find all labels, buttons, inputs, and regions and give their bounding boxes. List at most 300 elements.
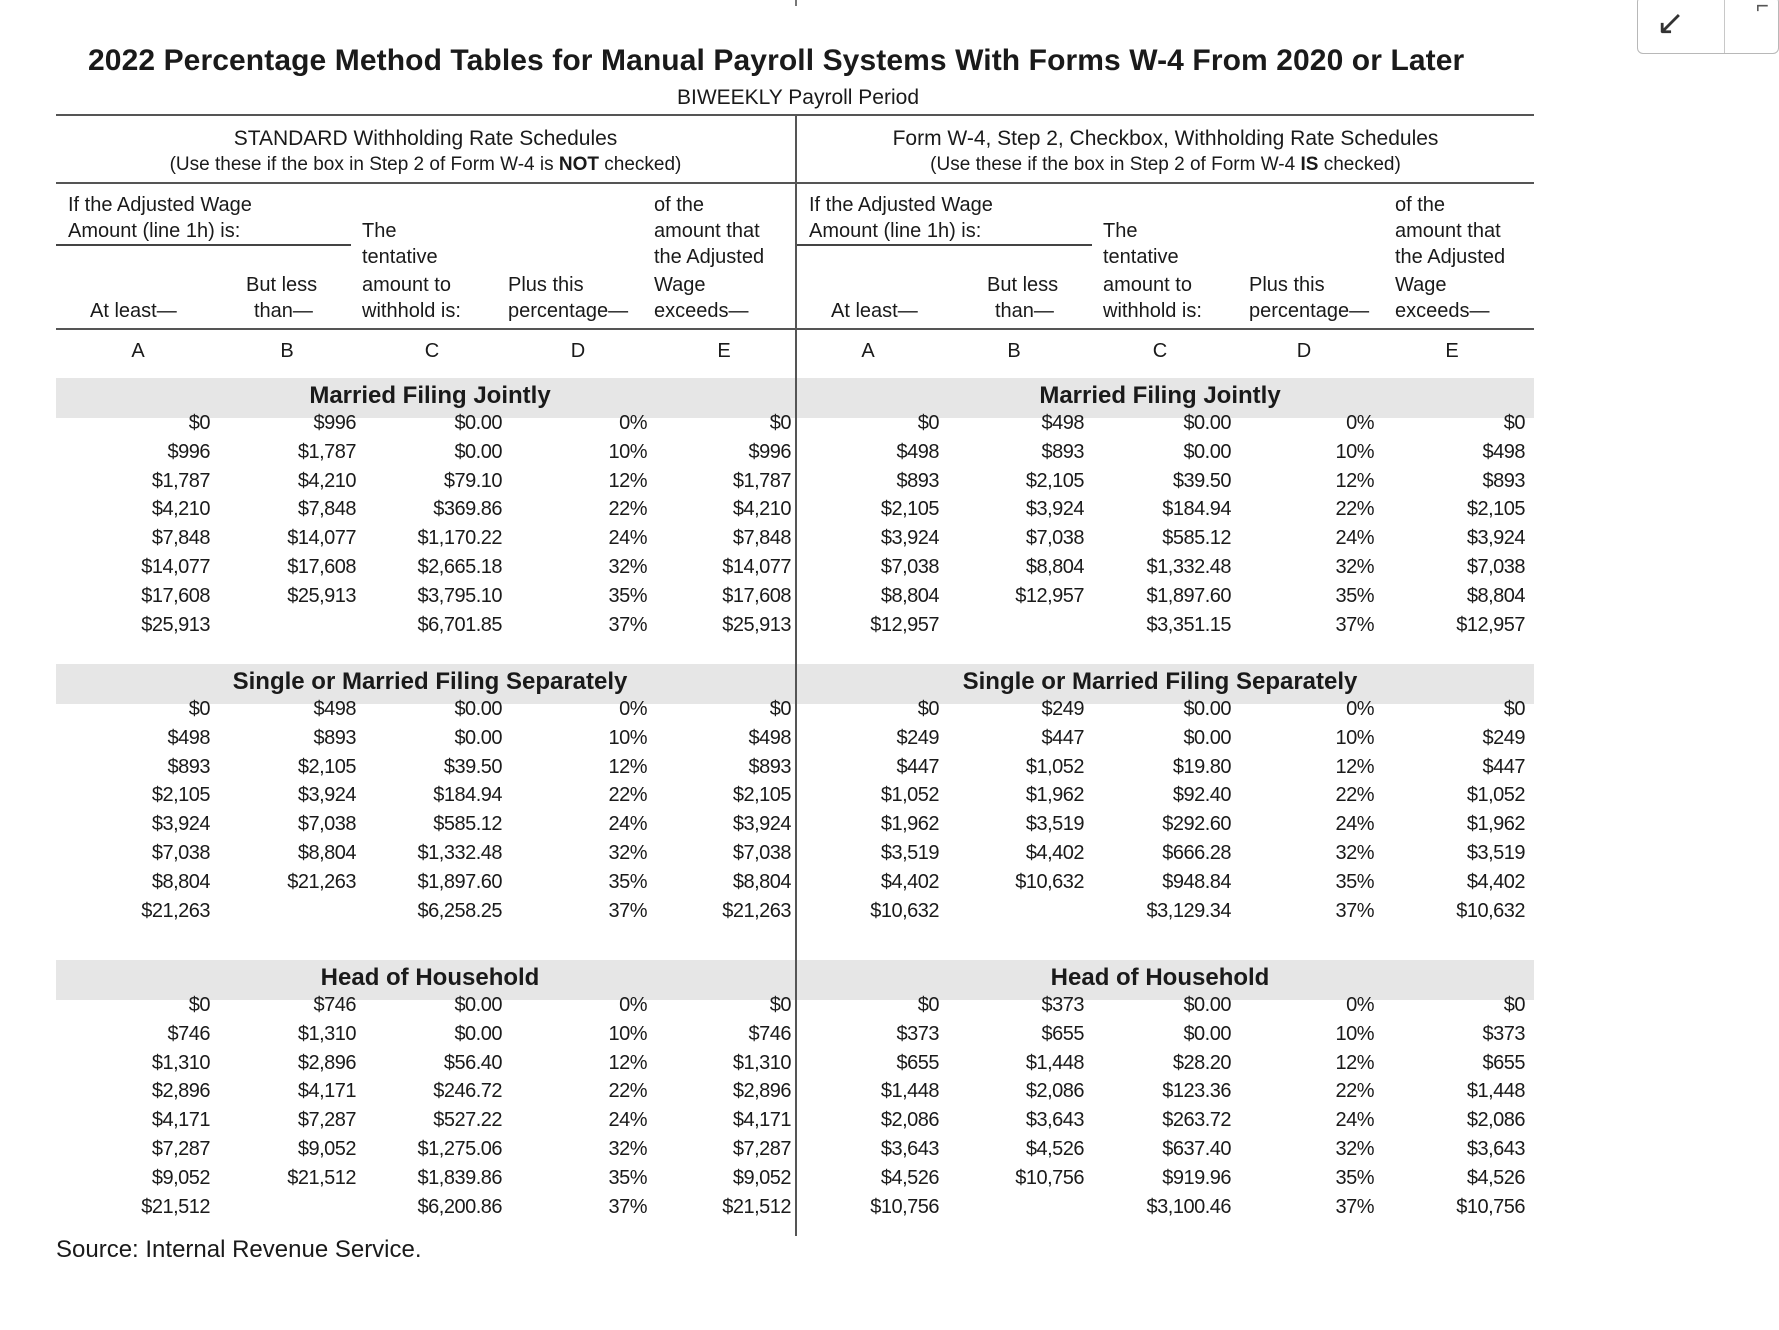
table-cell: $369.86 <box>433 498 502 521</box>
table-cell: $2,105 <box>732 784 791 807</box>
table-cell: 37% <box>1335 613 1374 636</box>
table-cell: $893 <box>167 755 210 778</box>
table-cell: $10,756 <box>1456 1195 1525 1218</box>
table-cell: $0 <box>917 412 939 434</box>
table-cell: $0.00 <box>454 726 502 749</box>
table-cell: $9,052 <box>151 1166 210 1189</box>
collapse-arrow-icon[interactable]: ↙ <box>1656 4 1685 42</box>
left-if-wage-line1: If the Adjusted Wage <box>68 194 252 216</box>
page-subtitle: BIWEEKLY Payroll Period <box>677 86 919 109</box>
table-cell: $2,105 <box>1466 498 1525 521</box>
table-cell: $4,171 <box>732 1109 791 1132</box>
table-cell: $14,077 <box>722 556 791 578</box>
table-cell: $4,402 <box>880 870 939 893</box>
right-but-less-line2: than— <box>995 300 1054 322</box>
table-cell: $0 <box>769 994 791 1016</box>
source-note: Source: Internal Revenue Service. <box>56 1236 422 1263</box>
left-tentative-line2: tentative <box>362 246 438 268</box>
left-tentative-line1: The <box>362 220 397 242</box>
table-cell: $184.94 <box>433 784 502 807</box>
table-cell: $21,512 <box>141 1195 210 1218</box>
table-cell: $0 <box>188 412 210 434</box>
table-cell: 0% <box>1346 412 1374 434</box>
table-cell: $2,665.18 <box>417 556 502 578</box>
table-cell: $666.28 <box>1162 842 1231 864</box>
table-cell: 0% <box>619 412 647 434</box>
table-cell: $655 <box>1482 1051 1525 1074</box>
table-cell: $4,210 <box>732 498 791 521</box>
table-cell: $0.00 <box>454 1022 502 1045</box>
table-cell: 37% <box>608 613 647 636</box>
right-column-letter: C <box>1152 340 1168 362</box>
table-cell: 37% <box>608 1195 647 1218</box>
table-cell: $948.84 <box>1162 870 1231 893</box>
table-cell: $447 <box>896 755 939 778</box>
table-cell: $1,897.60 <box>417 870 502 893</box>
table-cell: $1,332.48 <box>417 842 502 864</box>
table-cell: $996 <box>748 440 791 463</box>
table-cell: $3,924 <box>151 813 210 836</box>
standard-note-pre: (Use these if the box in Step 2 of Form W-4 is <box>169 154 559 175</box>
table-cell: $893 <box>748 755 791 778</box>
top-tick-mark <box>795 0 797 6</box>
table-cell: $2,896 <box>151 1080 210 1103</box>
table-cell: $14,077 <box>141 556 210 578</box>
table-cell: $123.36 <box>1162 1080 1231 1103</box>
table-cell: $10,756 <box>1015 1166 1084 1189</box>
table-cell: $2,086 <box>1025 1080 1084 1103</box>
table-cell: 12% <box>608 1051 647 1074</box>
table-cell: $0.00 <box>1183 412 1231 434</box>
table-cell: 0% <box>619 994 647 1016</box>
corner-mark-icon: ⌐ <box>1756 0 1769 18</box>
table-cell: $0 <box>917 994 939 1016</box>
table-cell: $0.00 <box>1183 698 1231 720</box>
table-cell: $249 <box>896 726 939 749</box>
left-column-letter: C <box>424 340 440 362</box>
table-cell: 37% <box>1335 899 1374 922</box>
table-cell: $655 <box>1041 1022 1084 1045</box>
left-column-letter: B <box>280 340 294 362</box>
left-plus-line1: Plus this <box>508 274 584 296</box>
table-cell: $3,643 <box>1025 1109 1084 1132</box>
table-cell: 10% <box>608 726 647 749</box>
page-title: 2022 Percentage Method Tables for Manual Payroll Systems With Forms W-4 From 2020 or Later <box>88 44 1465 77</box>
table-cell: $655 <box>896 1051 939 1074</box>
table-cell: $3,643 <box>1466 1138 1525 1160</box>
left-wage-rule <box>56 244 351 246</box>
table-cell: 35% <box>608 1166 647 1189</box>
table-cell: $0.00 <box>1183 1022 1231 1045</box>
table-cell: 32% <box>608 556 647 578</box>
table-cell: $7,848 <box>732 527 791 550</box>
left-exceeds-line5: exceeds— <box>654 300 749 322</box>
table-cell: 12% <box>1335 469 1374 492</box>
table-cell: $17,608 <box>287 556 356 578</box>
table-cell: $249 <box>1482 726 1525 749</box>
table-cell: $0 <box>1503 994 1525 1016</box>
table-cell: $3,924 <box>1466 527 1525 550</box>
right-but-less-line1: But less <box>987 274 1059 296</box>
table-cell: $4,210 <box>151 498 210 521</box>
right-column-letter: A <box>861 340 875 362</box>
table-cell: $0.00 <box>1183 440 1231 463</box>
table-cell: $0.00 <box>1183 726 1231 749</box>
table-cell: 0% <box>1346 698 1374 720</box>
table-cell: $498 <box>1041 412 1084 434</box>
table-cell: $39.50 <box>443 755 502 778</box>
checkbox-note-bold: IS <box>1300 154 1319 175</box>
table-cell: 0% <box>619 698 647 720</box>
table-cell: $637.40 <box>1162 1138 1231 1160</box>
table-cell: $2,105 <box>297 755 356 778</box>
table-cell: $4,526 <box>1466 1166 1525 1189</box>
table-cell: $17,608 <box>722 584 791 607</box>
table-cell: 24% <box>608 813 647 836</box>
table-cell: $373 <box>1041 994 1084 1016</box>
table-cell: 35% <box>1335 870 1374 893</box>
left-plus-line2: percentage— <box>508 300 629 322</box>
table-cell: $8,804 <box>297 842 356 864</box>
table-cell: $893 <box>1482 469 1525 492</box>
table-cell: $263.72 <box>1162 1109 1231 1132</box>
checkbox-schedule-heading <box>797 126 1534 178</box>
right-if-wage-line1: If the Adjusted Wage <box>809 194 993 216</box>
table-cell: $92.40 <box>1172 784 1231 807</box>
table-cell: 10% <box>1335 1022 1374 1045</box>
table-cell: $0.00 <box>1183 994 1231 1016</box>
table-cell: $2,086 <box>880 1109 939 1132</box>
right-tentative-line3: amount to <box>1103 274 1192 296</box>
table-cell: $919.96 <box>1162 1166 1231 1189</box>
checkbox-heading-text: Form W-4, Step 2, Checkbox, Withholding Rate Schedules <box>892 127 1439 150</box>
table-cell: $21,263 <box>722 899 791 922</box>
right-tentative-line1: The <box>1103 220 1138 242</box>
right-column-letter: D <box>1296 340 1312 362</box>
table-cell: $1,787 <box>297 440 356 463</box>
table-cell: $1,448 <box>1466 1080 1525 1103</box>
left-but-less-line2: than— <box>254 300 313 322</box>
table-cell: 10% <box>608 1022 647 1045</box>
right-exceeds-line1: of the <box>1395 194 1446 216</box>
table-cell: $3,519 <box>1466 842 1525 864</box>
table-cell: $2,086 <box>1466 1109 1525 1132</box>
table-cell: 22% <box>1335 498 1374 521</box>
table-cell: $0 <box>769 698 791 720</box>
table-cell: $3,924 <box>297 784 356 807</box>
table-cell: $585.12 <box>433 813 502 836</box>
left-exceeds-line2: amount that <box>654 220 760 242</box>
table-cell: $9,052 <box>297 1138 356 1160</box>
right-at-least-label: At least— <box>831 300 918 322</box>
table-cell: $56.40 <box>443 1051 502 1074</box>
right-column-letter: E <box>1445 340 1459 362</box>
table-cell: $0.00 <box>454 994 502 1016</box>
standard-schedule-heading <box>56 126 795 178</box>
table-cell: 12% <box>1335 755 1374 778</box>
table-cell: $3,519 <box>1025 813 1084 836</box>
table-cell: $25,913 <box>141 613 210 636</box>
table-cell: $1,962 <box>880 813 939 836</box>
table-cell: 32% <box>1335 556 1374 578</box>
table-cell: $1,839.86 <box>417 1166 502 1189</box>
table-cell: $39.50 <box>1172 469 1231 492</box>
table-cell: $1,787 <box>151 469 210 492</box>
right-if-wage-line2: Amount (line 1h) is: <box>809 220 982 242</box>
table-cell: $8,804 <box>880 584 939 607</box>
table-cell: $8,804 <box>732 870 791 893</box>
right-section-title: Single or Married Filing Separately <box>962 668 1358 695</box>
table-cell: $3,924 <box>1025 498 1084 521</box>
table-cell: $373 <box>1482 1022 1525 1045</box>
table-cell: $2,105 <box>151 784 210 807</box>
right-plus-line1: Plus this <box>1249 274 1325 296</box>
standard-note-post: checked) <box>599 154 682 175</box>
table-cell: $10,632 <box>870 899 939 922</box>
table-cell: $8,804 <box>1025 556 1084 578</box>
table-cell: $1,448 <box>880 1080 939 1103</box>
table-cell: $9,052 <box>732 1166 791 1189</box>
table-cell: $7,287 <box>151 1138 210 1160</box>
left-exceeds-line4: Wage <box>654 274 706 296</box>
table-cell: $7,287 <box>732 1138 791 1160</box>
right-plus-line2: percentage— <box>1249 300 1370 322</box>
table-cell: $996 <box>313 412 356 434</box>
table-cell: $21,263 <box>287 870 356 893</box>
table-cell: $373 <box>896 1022 939 1045</box>
table-cell: $498 <box>1482 440 1525 463</box>
table-cell: $1,052 <box>1025 755 1084 778</box>
table-cell: $6,200.86 <box>417 1195 502 1218</box>
table-cell: 37% <box>1335 1195 1374 1218</box>
left-exceeds-line1: of the <box>654 194 705 216</box>
table-cell: $746 <box>748 1022 791 1045</box>
checkbox-note <box>797 152 1534 178</box>
right-exceeds-line2: amount that <box>1395 220 1501 242</box>
left-tentative-line4: withhold is: <box>362 300 461 322</box>
left-column-letter: A <box>131 340 145 362</box>
right-tentative-line2: tentative <box>1103 246 1179 268</box>
left-section-title: Head of Household <box>320 964 540 991</box>
table-cell: 24% <box>608 1109 647 1132</box>
table-cell: $0 <box>1503 412 1525 434</box>
table-cell: $7,038 <box>880 556 939 578</box>
table-cell: $498 <box>748 726 791 749</box>
table-cell: $21,263 <box>141 899 210 922</box>
table-cell: $14,077 <box>287 527 356 550</box>
table-cell: $1,897.60 <box>1146 584 1231 607</box>
table-cell: $25,913 <box>722 613 791 636</box>
table-cell: $3,924 <box>732 813 791 836</box>
table-cell: $28.20 <box>1172 1051 1231 1074</box>
table-cell: $3,924 <box>880 527 939 550</box>
right-exceeds-line4: Wage <box>1395 274 1447 296</box>
right-exceeds-line3: the Adjusted <box>1395 246 1506 268</box>
table-cell: $2,105 <box>880 498 939 521</box>
table-cell: $184.94 <box>1162 498 1231 521</box>
left-if-wage-line2: Amount (line 1h) is: <box>68 220 241 242</box>
right-column-letter: B <box>1007 340 1021 362</box>
corner-widget[interactable] <box>1637 0 1779 54</box>
table-cell: 0% <box>1346 994 1374 1016</box>
table-cell: $7,038 <box>297 813 356 836</box>
table-cell: 24% <box>1335 813 1374 836</box>
table-cell: 22% <box>608 498 647 521</box>
table-cell: $1,052 <box>880 784 939 807</box>
table-cell: $0 <box>188 698 210 720</box>
left-section-title: Married Filing Jointly <box>309 382 551 409</box>
table-cell: $498 <box>896 440 939 463</box>
right-tentative-line4: withhold is: <box>1103 300 1202 322</box>
table-cell: $10,632 <box>1456 899 1525 922</box>
table-cell: $8,804 <box>151 870 210 893</box>
table-cell: $1,448 <box>1025 1051 1084 1074</box>
table-cell: $249 <box>1041 698 1084 720</box>
checkbox-note-pre: (Use these if the box in Step 2 of Form W-4 <box>930 154 1301 175</box>
table-cell: $498 <box>313 698 356 720</box>
table-cell: $10,756 <box>870 1195 939 1218</box>
table-cell: $79.10 <box>443 469 502 492</box>
standard-note <box>56 152 795 178</box>
table-cell: 35% <box>1335 584 1374 607</box>
table-cell: $893 <box>1041 440 1084 463</box>
table-cell: $4,171 <box>297 1080 356 1103</box>
table-cell: $4,526 <box>1025 1138 1084 1160</box>
table-cell: $25,913 <box>287 584 356 607</box>
left-section-title: Single or Married Filing Separately <box>232 668 628 695</box>
table-cell: $7,848 <box>297 498 356 521</box>
table-cell: $447 <box>1041 726 1084 749</box>
table-cell: 37% <box>608 899 647 922</box>
standard-note-bold: NOT <box>558 154 600 175</box>
table-cell: $6,258.25 <box>417 899 502 922</box>
table-cell: $3,129.34 <box>1146 899 1231 922</box>
table-cell: $0.00 <box>454 412 502 434</box>
table-cell: $893 <box>896 469 939 492</box>
table-cell: $2,896 <box>297 1051 356 1074</box>
table-cell: $7,038 <box>732 842 791 864</box>
table-cell: $0 <box>769 412 791 434</box>
table-cell: 24% <box>1335 527 1374 550</box>
table-cell: $585.12 <box>1162 527 1231 550</box>
table-cell: $447 <box>1482 755 1525 778</box>
table-cell: $6,701.85 <box>417 613 502 636</box>
table-cell: $1,962 <box>1466 813 1525 836</box>
table-cell: $12,957 <box>1015 584 1084 607</box>
widget-divider <box>1724 0 1725 53</box>
table-cell: $1,310 <box>297 1022 356 1045</box>
table-cell: 22% <box>608 1080 647 1103</box>
table-cell: $292.60 <box>1162 813 1231 836</box>
table-cell: 32% <box>1335 842 1374 864</box>
left-at-least-label: At least— <box>90 300 177 322</box>
table-cell: 35% <box>608 870 647 893</box>
table-cell: $17,608 <box>141 584 210 607</box>
table-cell: $4,402 <box>1466 870 1525 893</box>
table-cell: 12% <box>608 755 647 778</box>
table-cell: $2,896 <box>732 1080 791 1103</box>
table-cell: $10,632 <box>1015 870 1084 893</box>
table-cell: 24% <box>1335 1109 1374 1132</box>
table-cell: 12% <box>1335 1051 1374 1074</box>
table-cell: $7,848 <box>151 527 210 550</box>
table-cell: $1,787 <box>732 469 791 492</box>
table-cell: $12,957 <box>870 613 939 636</box>
table-cell: $1,332.48 <box>1146 556 1231 578</box>
table-cell: 22% <box>608 784 647 807</box>
checkbox-note-post: checked) <box>1318 154 1401 175</box>
right-exceeds-line5: exceeds— <box>1395 300 1490 322</box>
table-cell: $498 <box>167 726 210 749</box>
table-cell: $7,038 <box>151 842 210 864</box>
table-cell: 22% <box>1335 784 1374 807</box>
table-cell: $0.00 <box>454 698 502 720</box>
right-wage-rule <box>797 244 1092 246</box>
table-cell: $3,519 <box>880 842 939 864</box>
table-cell: $893 <box>313 726 356 749</box>
table-cell: $4,526 <box>880 1166 939 1189</box>
table-cell: 10% <box>1335 440 1374 463</box>
table-cell: 10% <box>1335 726 1374 749</box>
table-cell: $3,100.46 <box>1146 1195 1231 1218</box>
table-cell: $7,038 <box>1466 556 1525 578</box>
table-cell: $4,402 <box>1025 842 1084 864</box>
table-cell: $19.80 <box>1172 755 1231 778</box>
table-cell: $3,795.10 <box>417 584 502 607</box>
table-cell: 24% <box>608 527 647 550</box>
table-cell: 35% <box>608 584 647 607</box>
left-but-less-line1: But less <box>246 274 318 296</box>
table-cell: 32% <box>608 842 647 864</box>
table-cell: $2,105 <box>1025 469 1084 492</box>
table-cell: 12% <box>608 469 647 492</box>
table-cell: $21,512 <box>287 1166 356 1189</box>
right-section-title: Married Filing Jointly <box>1039 382 1281 409</box>
table-cell: 32% <box>1335 1138 1374 1160</box>
table-cell: 22% <box>1335 1080 1374 1103</box>
table-cell: $21,512 <box>722 1195 791 1218</box>
left-column-letter: E <box>717 340 731 362</box>
table-cell: 10% <box>608 440 647 463</box>
right-section-title: Head of Household <box>1050 964 1270 991</box>
table-cell: $3,351.15 <box>1146 613 1231 636</box>
table-cell: $1,052 <box>1466 784 1525 807</box>
left-tentative-line3: amount to <box>362 274 451 296</box>
standard-heading-text: STANDARD Withholding Rate Schedules <box>233 127 618 150</box>
left-column-letter: D <box>570 340 586 362</box>
table-cell: $1,962 <box>1025 784 1084 807</box>
table-cell: $246.72 <box>433 1080 502 1103</box>
table-cell: $12,957 <box>1456 613 1525 636</box>
table-cell: $746 <box>313 994 356 1016</box>
table-cell: $7,287 <box>297 1109 356 1132</box>
table-cell: $996 <box>167 440 210 463</box>
table-cell: $3,643 <box>880 1138 939 1160</box>
table-cell: $0 <box>1503 698 1525 720</box>
table-cell: $1,310 <box>732 1051 791 1074</box>
table-cell: $0 <box>188 994 210 1016</box>
table-cell: 32% <box>608 1138 647 1160</box>
table-cell: $527.22 <box>433 1109 502 1132</box>
table-cell: $8,804 <box>1466 584 1525 607</box>
left-exceeds-line3: the Adjusted <box>654 246 765 268</box>
table-cell: $1,275.06 <box>417 1138 502 1160</box>
table-cell: $1,310 <box>151 1051 210 1074</box>
table-cell: $0 <box>917 698 939 720</box>
table-cell: 35% <box>1335 1166 1374 1189</box>
table-cell: $7,038 <box>1025 527 1084 550</box>
table-cell: $4,171 <box>151 1109 210 1132</box>
